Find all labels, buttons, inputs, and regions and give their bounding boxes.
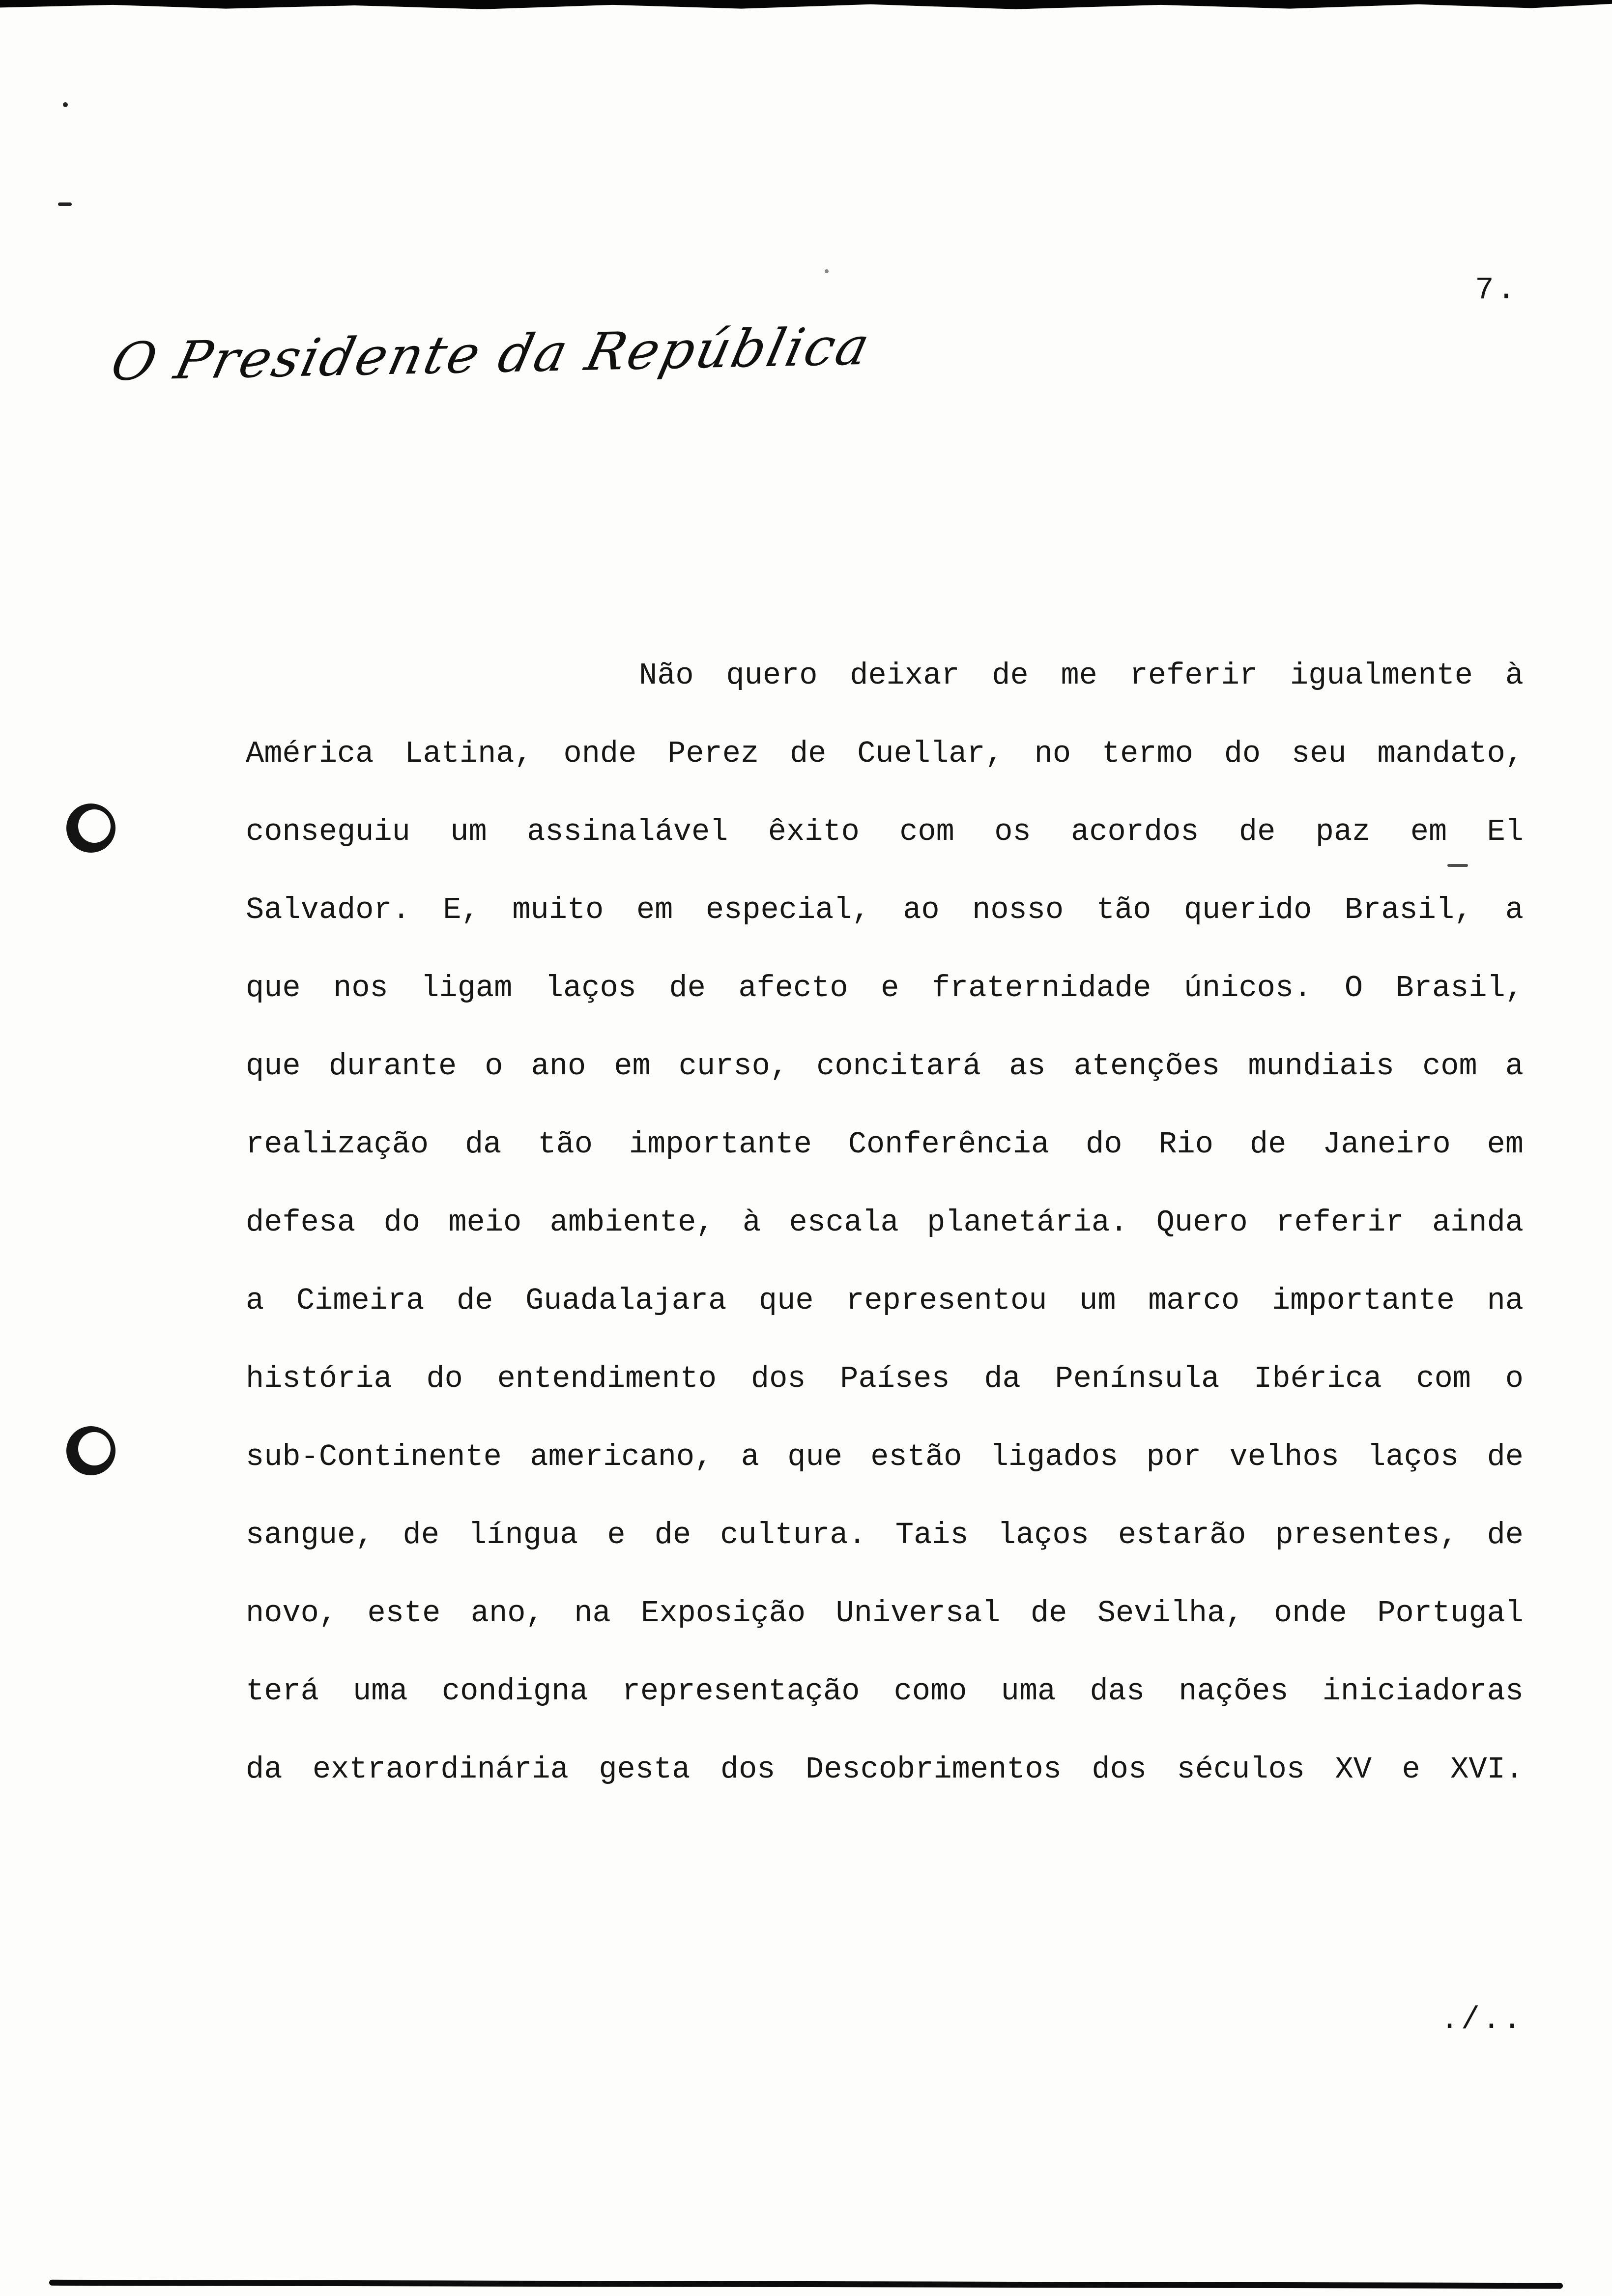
body-line: Salvador. E, muito em especial, ao nosso tão querido Brasil, a bbox=[246, 892, 1524, 927]
scan-torn-edge-top bbox=[0, 0, 1612, 11]
body-line: terá uma condigna representação como uma das nações iniciadoras bbox=[246, 1674, 1524, 1709]
body-line: a Cimeira de Guadalajara que representou um marco importante na bbox=[246, 1283, 1524, 1318]
body-line: defesa do meio ambiente, à escala planetária. Quero referir ainda bbox=[246, 1205, 1524, 1240]
letterhead-script-title: O Presidente da República bbox=[106, 316, 877, 392]
body-line: Não quero deixar de me referir igualmente à bbox=[639, 658, 1524, 693]
body-line: história do entendimento dos Países da Península Ibérica com o bbox=[246, 1361, 1524, 1396]
body-line: América Latina, onde Perez de Cuellar, no termo do seu mandato, bbox=[246, 736, 1524, 771]
body-line: sangue, de língua e de cultura. Tais laços estarão presentes, de bbox=[246, 1518, 1524, 1552]
scan-torn-edge-bottom bbox=[49, 2280, 1563, 2289]
body-line: novo, este ano, na Exposição Universal de Sevilha, onde Portugal bbox=[246, 1596, 1524, 1631]
body-line: da extraordinária gesta dos Descobrimentos dos séculos XV e XVI. bbox=[246, 1752, 1524, 1787]
body-line: que durante o ano em curso, concitará as atenções mundiais com a bbox=[246, 1049, 1524, 1084]
scan-speck bbox=[825, 269, 829, 273]
page-number: 7. bbox=[1475, 273, 1519, 308]
scan-speck bbox=[58, 202, 72, 206]
body-line: sub-Continente americano, a que estão ligados por velhos laços de bbox=[246, 1439, 1524, 1474]
hole-punch-bottom bbox=[66, 1426, 115, 1475]
scan-speck bbox=[63, 102, 68, 107]
body-text bbox=[246, 636, 1524, 1808]
body-line: realização da tão importante Conferência do Rio de Janeiro em bbox=[246, 1127, 1524, 1162]
body-line: conseguiu um assinalável êxito com os acordos de paz em El bbox=[246, 814, 1524, 849]
hole-punch-top bbox=[66, 804, 115, 853]
continuation-mark: ./.. bbox=[1440, 2003, 1524, 2038]
body-line: que nos ligam laços de afecto e fraternidade únicos. O Brasil, bbox=[246, 971, 1524, 1005]
